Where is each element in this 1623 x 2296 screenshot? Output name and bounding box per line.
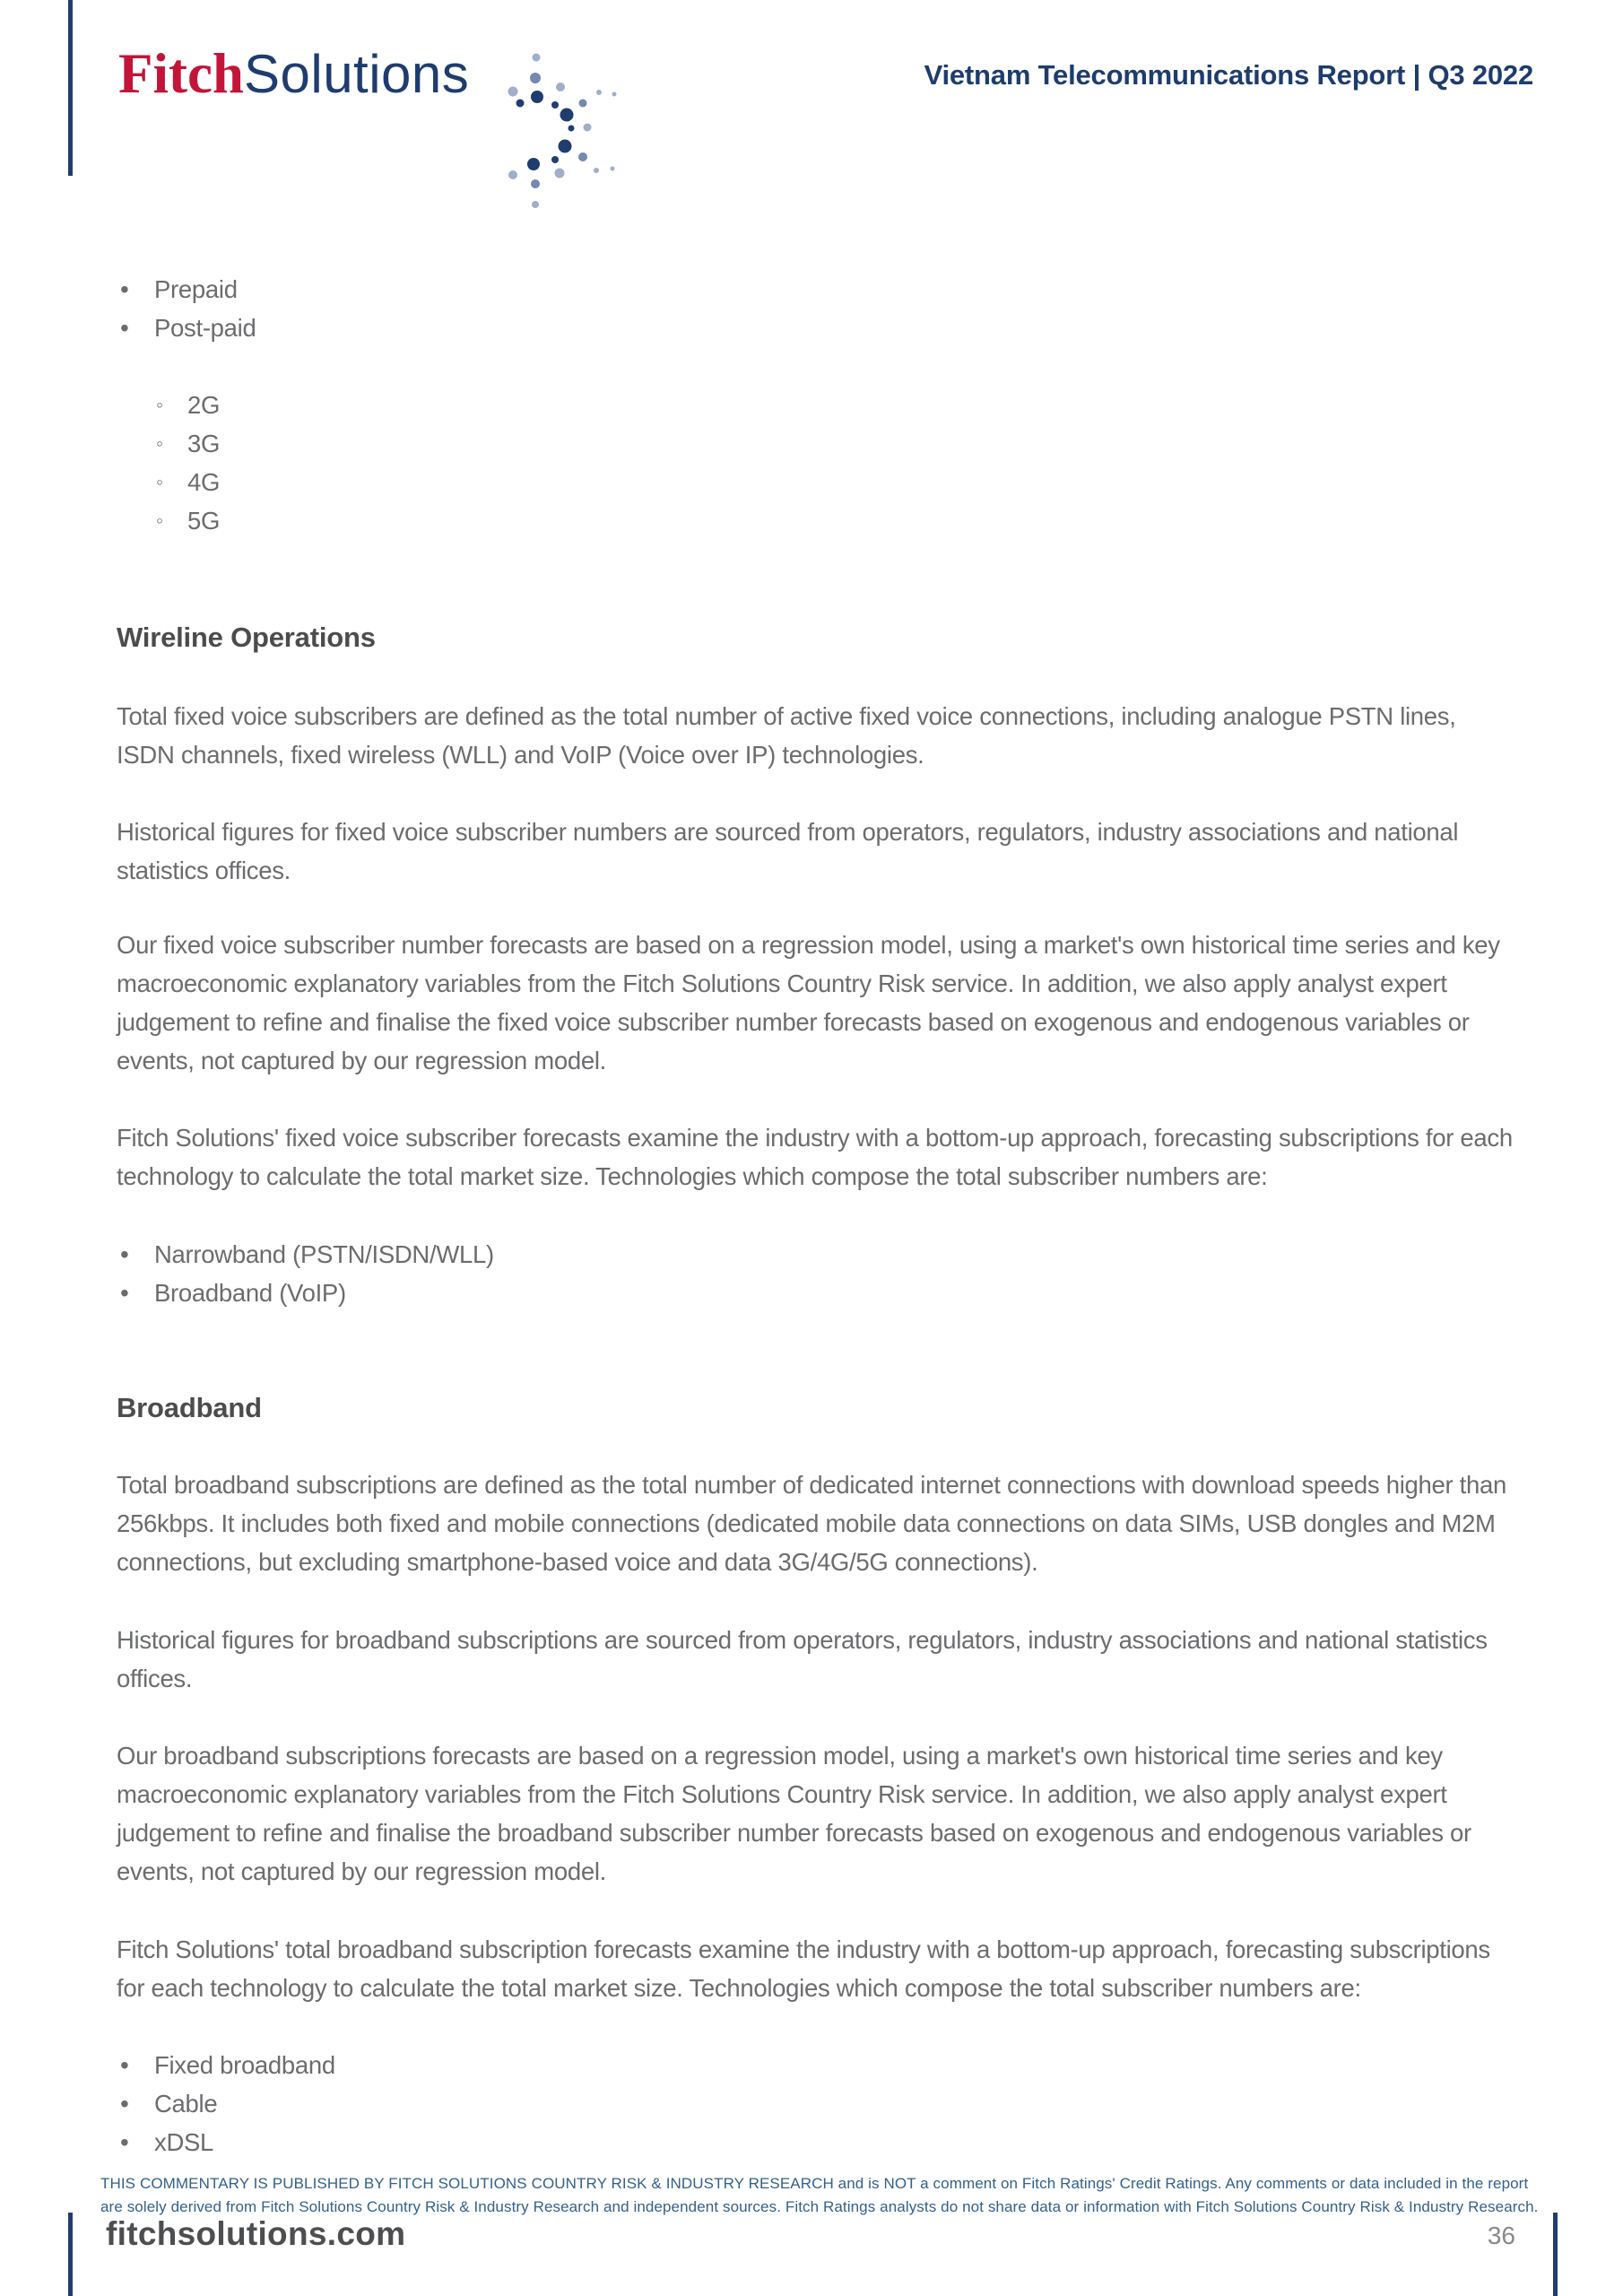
plan-type-list <box>117 270 1462 347</box>
paragraph: Our fixed voice subscriber number forecasts are based on a regression model, using a market's own historical time series and key macroeconomic explanatory variables from the Fitch Solutions Country Risk service. In addition, we also apply analyst expert judgement to refine and finalise the fixed voice subscriber number forecasts based on exogenous and endogenous variables or events, not captured by our regression model. <box>117 931 1500 1074</box>
footer-accent-bar-right <box>1553 2213 1558 2296</box>
paragraph: Historical figures for fixed voice subscriber numbers are sourced from operators, regulators, industry associations and national statistics offices. <box>117 818 1459 884</box>
list-item: • Post-paid <box>117 309 1462 347</box>
header-accent-bar <box>68 0 73 176</box>
footer-disclaimer: THIS COMMENTARY IS PUBLISHED BY FITCH SOLUTIONS COUNTRY RISK & INDUSTRY RESEARCH and is NOT a comment on Fitch Ratings' Credit Ratings. Any comments or data included in the report are solely derived from Fitch Solutions Country Risk & Industry Research and independent sources. Fitch Ratings analysts do not share data or information with Fitch Solutions Country Risk & Industry Research. <box>100 2175 1539 2215</box>
list-item: • Cable <box>117 2084 1462 2123</box>
fitch-solutions-logo <box>118 41 469 107</box>
section-heading-broadband: Broadband <box>117 1392 262 1423</box>
page-number: 36 <box>1487 2222 1515 2249</box>
paragraph: Fitch Solutions' fixed voice subscriber forecasts examine the industry with a bottom-up approach, forecasting subscriptions for each technology to calculate the total market size. Technologies which compose the total subscriber numbers are: <box>117 1124 1513 1190</box>
list-item: • Narrowband (PSTN/ISDN/WLL) <box>117 1235 1462 1274</box>
list-item: • Broadband (VoIP) <box>117 1274 1462 1312</box>
paragraph: Total fixed voice subscribers are defined as the total number of active fixed voice connections, including analogue PSTN lines, ISDN channels, fixed wireless (WLL) and VoIP (Voice over IP) technologies. <box>117 702 1456 769</box>
list-item: ◦ 2G <box>117 386 1462 424</box>
wireline-technology-list <box>117 1235 1462 1312</box>
list-item: ◦ 4G <box>117 463 1462 501</box>
paragraph: Historical figures for broadband subscriptions are sourced from operators, regulators, industry associations and national statistics offices. <box>117 1626 1488 1692</box>
list-item: ◦ 3G <box>117 424 1462 463</box>
report-title: Vietnam Telecommunications Report | Q3 2022 <box>924 59 1533 91</box>
paragraph: Fitch Solutions' total broadband subscription forecasts examine the industry with a bottom-up approach, forecasting subscriptions for each technology to calculate the total market size. Technologies which compose the total subscriber numbers are: <box>117 1935 1490 2002</box>
paragraph: Our broadband subscriptions forecasts are based on a regression model, using a market's own historical time series and key macroeconomic explanatory variables from the Fitch Solutions Country Risk service. In addition, we also apply analyst expert judgement to refine and finalise the broadband subscriber number forecasts based on exogenous and endogenous variables or events, not captured by our regression model. <box>117 1742 1471 1885</box>
technology-sublist <box>117 386 1462 540</box>
footer-accent-bar-left <box>68 2213 73 2296</box>
list-item: • Fixed broadband <box>117 2046 1462 2084</box>
broadband-technology-list <box>117 2046 1462 2161</box>
logo-text-solutions: Solutions <box>243 44 470 104</box>
list-item: ◦ 5G <box>117 501 1462 540</box>
logo-starburst-dots-icon <box>490 45 625 212</box>
logo-text-fitch: Fitch <box>118 42 244 105</box>
footer-website-link[interactable]: fitchsolutions.com <box>106 2215 406 2252</box>
list-item: • xDSL <box>117 2123 1462 2161</box>
list-item: • Prepaid <box>117 270 1462 309</box>
section-heading-wireline-operations: Wireline Operations <box>117 622 376 653</box>
paragraph: Total broadband subscriptions are defined as the total number of dedicated internet connections with download speeds higher than 256kbps. It includes both fixed and mobile connections (dedicated mobile data connections on data SIMs, USB dongles and M2M connections, but excluding smartphone-based voice and data 3G/4G/5G connections). <box>117 1471 1507 1576</box>
